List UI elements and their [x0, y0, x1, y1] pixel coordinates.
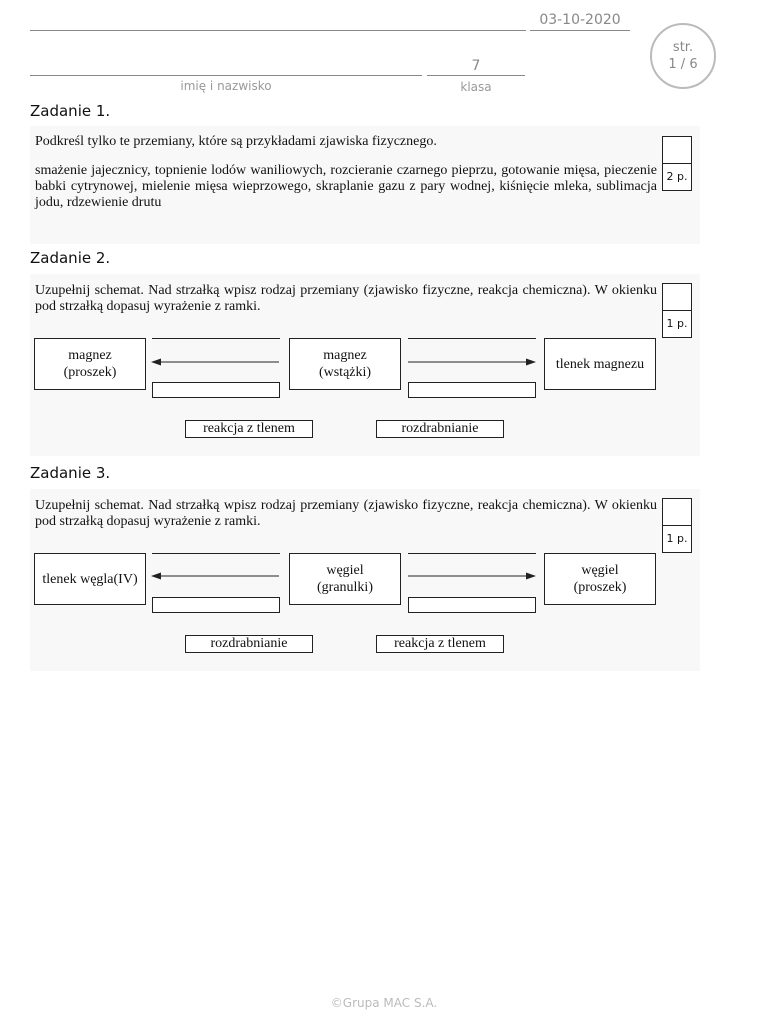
task2-arrow-left	[151, 357, 281, 367]
task2-arrow2-answer-line[interactable]	[408, 338, 536, 339]
task3-points: 1 p.	[662, 525, 692, 553]
task2-arrow1-box[interactable]	[152, 382, 280, 398]
task2-box-left-line1: magnez	[68, 348, 112, 363]
task2-box-left-line2: (proszek)	[63, 365, 117, 380]
page-number: 1 / 6	[668, 57, 698, 72]
date-value: 03-10-2020	[539, 12, 621, 28]
task2-box-middle	[289, 338, 401, 390]
task3-arrow2-box[interactable]	[408, 597, 536, 613]
task2-panel	[30, 274, 700, 456]
task2-arrow1-answer-line[interactable]	[152, 338, 280, 339]
page-indicator	[650, 23, 716, 89]
name-caption: imię i nazwisko	[180, 79, 272, 93]
task3-arrow-right	[408, 571, 538, 581]
task3-box-right	[544, 553, 656, 605]
task2-box-middle-line1: magnez	[323, 348, 367, 363]
task2-points: 1 p.	[662, 310, 692, 338]
task3-panel	[30, 489, 700, 671]
task2-box-right: tlenek magnezu	[544, 338, 656, 390]
task3-title: Zadanie 3.	[30, 464, 111, 482]
footer-copyright: ©Grupa MAC S.A.	[330, 996, 438, 1010]
task2-title: Zadanie 2.	[30, 249, 111, 267]
task2-arrow2-box[interactable]	[408, 382, 536, 398]
page-label: str.	[672, 40, 694, 55]
task3-box-middle-line1: węgiel	[326, 563, 364, 578]
task3-arrow-left	[151, 571, 281, 581]
task3-instruction: Uzupełnij schemat. Nad strzałką wpisz rodzaj przemiany (zjawisko fizyczne, reakcja chemiczna). W okienku pod strzałką dopasuj wyrażenie z ramki.	[35, 498, 657, 529]
task2-arrow-right	[408, 357, 538, 367]
task3-box-right-line1: węgiel	[581, 563, 619, 578]
task3-box-middle	[289, 553, 401, 605]
task3-arrow2-answer-line[interactable]	[408, 553, 536, 554]
date-line	[530, 30, 630, 31]
task1-score-box[interactable]	[662, 136, 692, 164]
task1-items: smażenie jajecznicy, topnienie lodów waniliowych, rozcieranie czarnego pieprzu, gotowanie mięsa, pieczenie babki cytrynowej, mielenie mięsa wieprzowego, skraplanie gazu z pary wodnej, kiśnięcie mleka, sublimacja jodu, rdzewienie drutu	[35, 163, 657, 210]
name-line	[30, 75, 422, 76]
task3-box-right-line2: (proszek)	[573, 580, 627, 595]
task1-instruction: Podkreśl tylko te przemiany, które są przykładami zjawiska fizycznego.	[35, 134, 437, 149]
task2-box-middle-line2: (wstążki)	[318, 365, 372, 380]
class-value: 7	[471, 58, 481, 74]
task3-box-left: tlenek węgla(IV)	[34, 553, 146, 605]
name-line-top	[30, 30, 526, 31]
task2-option-1: reakcja z tlenem	[185, 420, 313, 438]
task2-box-left	[34, 338, 146, 390]
task2-instruction: Uzupełnij schemat. Nad strzałką wpisz rodzaj przemiany (zjawisko fizyczne, reakcja chemiczna). W okienku pod strzałką dopasuj wyrażenie z ramki.	[35, 283, 657, 314]
task3-option-2: reakcja z tlenem	[376, 635, 504, 653]
task3-arrow1-box[interactable]	[152, 597, 280, 613]
task3-score-box[interactable]	[662, 498, 692, 526]
task1-panel	[30, 126, 700, 244]
task1-points: 2 p.	[662, 163, 692, 191]
task3-option-1: rozdrabnianie	[185, 635, 313, 653]
task2-option-2: rozdrabnianie	[376, 420, 504, 438]
class-line	[427, 75, 525, 76]
class-caption: klasa	[460, 80, 492, 94]
task1-title: Zadanie 1.	[30, 102, 111, 120]
task2-score-box[interactable]	[662, 283, 692, 311]
task3-arrow1-answer-line[interactable]	[152, 553, 280, 554]
task3-box-middle-line2: (granulki)	[317, 580, 373, 595]
